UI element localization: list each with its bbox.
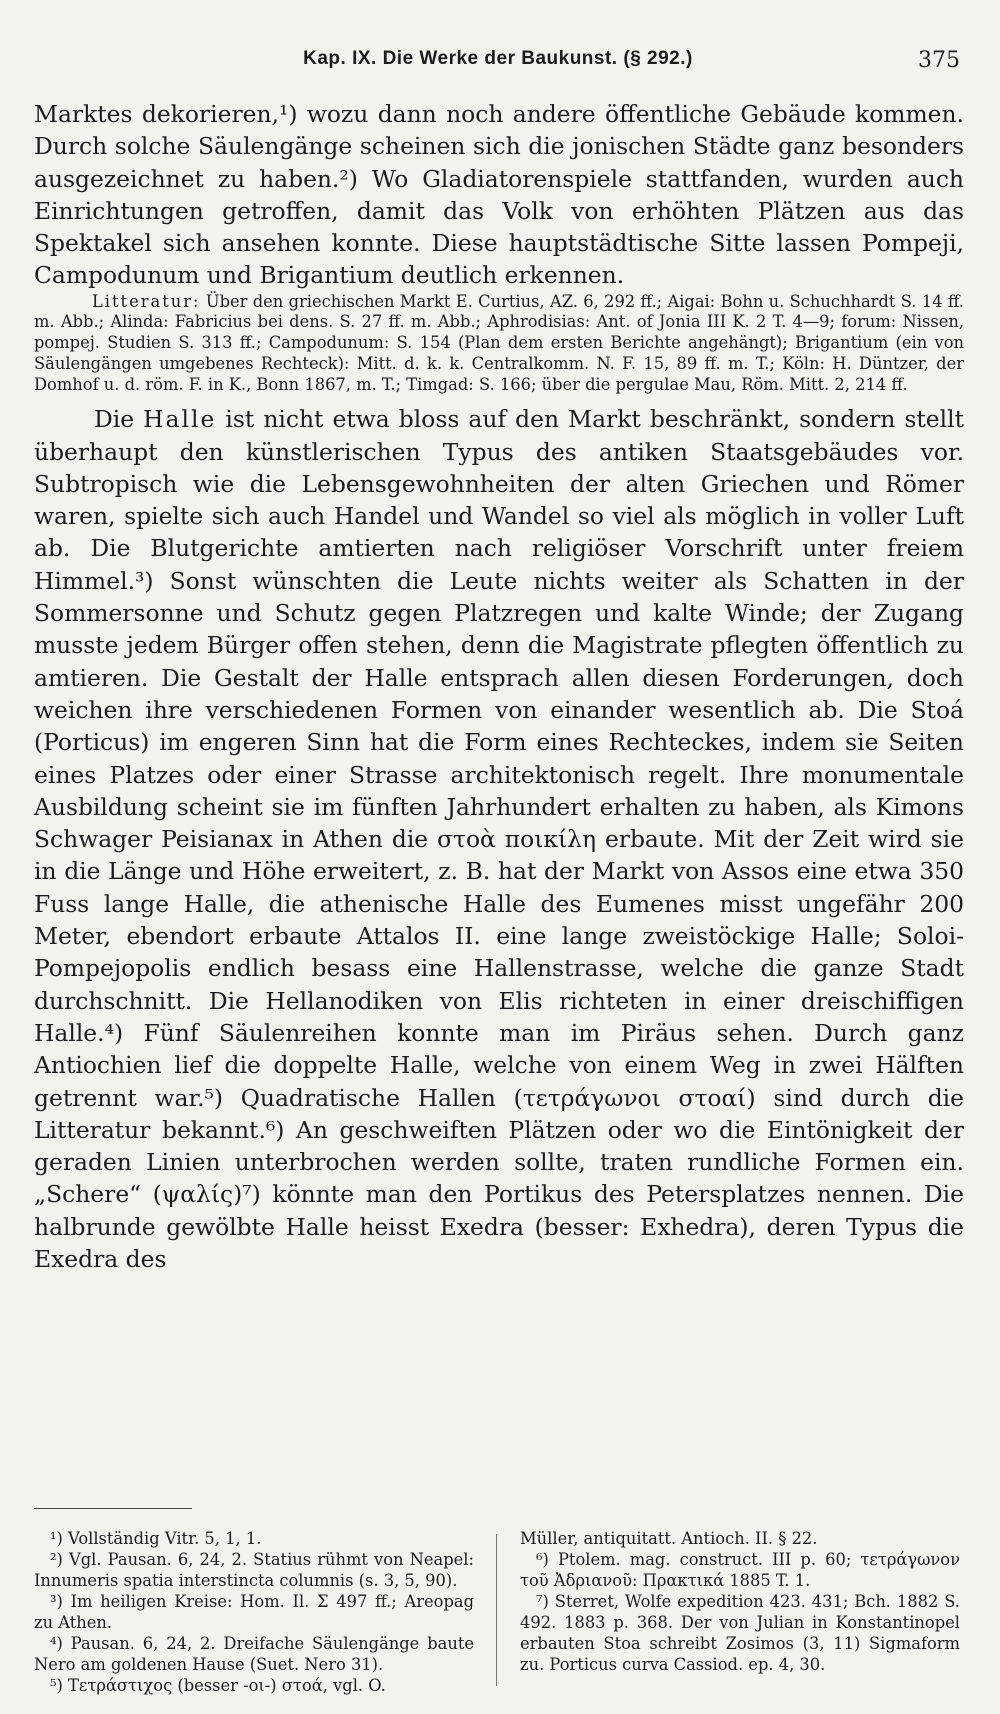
footnotes — [34, 1528, 964, 1695]
paragraph-halle-text: ist nicht etwa bloss auf den Markt beschränkt, sondern stellt überhaupt den künstlerischen Typus des antiken Staatsgebäudes vor. Subtropisch wie die Lebensgewohnheiten der alten Griechen und Römer waren, spielte sich auch Handel und Wandel so viel als möglich in voller Luft ab. Die Blutgerichte amtierten nach religiöser Vorschrift unter freiem Himmel.³) Sonst wünschten die Leute nichts weiter als Schatten in der Sommersonne und Schutz gegen Platzregen und kalte Winde; der Zugang musste jedem Bürger offen stehen, denn die Magistrate pflegten öffentlich zu amtieren. Die Gestalt der Halle entsprach allen diesen Forderungen, doch weichen ihre verschiedenen Formen von einander wesentlich ab. Die Stoá (Porticus) im engeren Sinn hat die Form eines Rechteckes, indem sie Seiten eines Platzes oder einer Strasse architektonisch regelt. Ihre monumentale Ausbildung scheint sie im fünften Jahrhundert erhalten zu haben, als Kimons Schwager Peisianax in Athen die στοὰ ποικίλη erbaute. Mit der Zeit wird sie in die Länge und Höhe erweitert, z. B. hat der Markt von Assos eine etwa 350 Fuss lange Halle, die athenische Halle des Eumenes misst ungefähr 200 Meter, ebendort erbaute Attalos II. eine lange zweistöckige Halle; Soloi-Pompejopolis endlich besass eine Hallenstrasse, welche die ganze Stadt durchschnitt. Die Hellanodiken von Elis richteten in einer dreischiffigen Halle.⁴) Fünf Säulenreihen konnte man im Piräus sehen. Durch ganz Antiochien lief die doppelte Halle, welche von einem Weg in zwei Hälften getrennt war.⁵) Quadratische Hallen (τετράγωνοι στοαί) sind durch die Litteratur bekannt.⁶) An geschweiften Plätzen oder wo die Eintönigkeit der geraden Linien unterbrochen werden sollte, traten rundliche Formen ein. „Schere“ (ψαλίς)⁷) könnte man den Portikus des Petersplatzes nennen. Die halbrunde gewölbte Halle heisst Exedra (besser: Exhedra), deren Typus die Exedra des — [34, 405, 964, 1274]
footnote-5-continuation: Müller, antiquitatt. Antioch. II. § 22. — [520, 1529, 818, 1548]
running-header — [36, 48, 960, 88]
chapter-title: Kap. IX. Die Werke der Baukunst. (§ 292.) — [303, 48, 693, 69]
literature-text: Über den griechischen Markt E. Curtius, AZ. 6, 292 ff.; Aigai: Bohn u. Schuchhardt S. 14 ff. m. Abb.; Alinda: Fabricius bei dens. S. 27 ff. m. Abb.; Aphrodisias: Ant. of Jonia III K. 2 T. 4—9; forum: Nissen, pompej. Studien S. 313 ff.; Campodunum: S. 154 (Plan dem ersten Berichte angehängt); Brigantium (ein von Säulengängen umgebenes Rechteck): Mitt. d. k. k. Centralkomm. N. F. 15, 89 ff. m. T.; Köln: H. Düntzer, der Domhof u. d. röm. F. in K., Bonn 1867, m. T.; Timgad: S. 166; über die pergulae Mau, Röm. Mitt. 2, 214 ff. — [34, 291, 964, 394]
paragraph-continuation: Marktes dekorieren,¹) wozu dann noch andere öffentliche Gebäude kommen. Durch solche Säulengänge scheinen sich die jonischen Städte ganz besonders ausgezeichnet zu haben.²) Wo Gladiatorenspiele stattfanden, wurden auch Einrichtungen getroffen, damit das Volk von erhöhten Plätzen aus das Spektakel sich ansehen konnte. Diese hauptstädtische Sitte lassen Pompeji, Campodunum und Brigantium deutlich erkennen. — [34, 100, 964, 290]
page-number: 375 — [918, 48, 960, 73]
literature-label: Litteratur: — [92, 291, 201, 311]
literature-note — [34, 292, 964, 396]
footnote-5: ⁵) Τετράστιχος (besser -οι-) στοά, vgl. O. — [50, 1676, 386, 1695]
footnote-7: ⁷) Sterret, Wolfe expedition 423. 431; Bch. 1882 S. 492. 1883 p. 368. Der von Julian in Konstantinopel erbauten Stoa schreibt Zosimos (3, 11) Sigmaform zu. Porticus curva Cassiod. ep. 4, 30. — [520, 1592, 960, 1674]
footnote-rule — [34, 1508, 192, 1509]
main-text — [34, 98, 964, 1275]
footnote-3: ³) Im heiligen Kreise: Hom. Il. Σ 497 ff.; Areopag zu Athen. — [34, 1592, 474, 1632]
spaced-keyword: Halle — [143, 405, 217, 434]
column-separator — [496, 1534, 497, 1686]
footnote-1: ¹) Vollständig Vitr. 5, 1, 1. — [50, 1529, 262, 1548]
footnote-column-left — [34, 1528, 474, 1696]
footnote-6: ⁶) Ptolem. mag. construct. III p. 60; τετράγωνον τοῦ Ἀδριανοῦ: Πρακτικά 1885 T. 1. — [520, 1550, 960, 1590]
paragraph-halle — [34, 403, 964, 1275]
footnote-4: ⁴) Pausan. 6, 24, 2. Dreifache Säulengänge baute Nero am goldenen Hause (Suet. Nero 31). — [34, 1634, 474, 1674]
footnote-2: ²) Vgl. Pausan. 6, 24, 2. Statius rühmt von Neapel: Innumeris spatia interstincta columnis (s. 3, 5, 90). — [34, 1550, 474, 1590]
footnote-column-right — [520, 1528, 960, 1675]
paragraph-halle-article: Die — [94, 405, 135, 434]
